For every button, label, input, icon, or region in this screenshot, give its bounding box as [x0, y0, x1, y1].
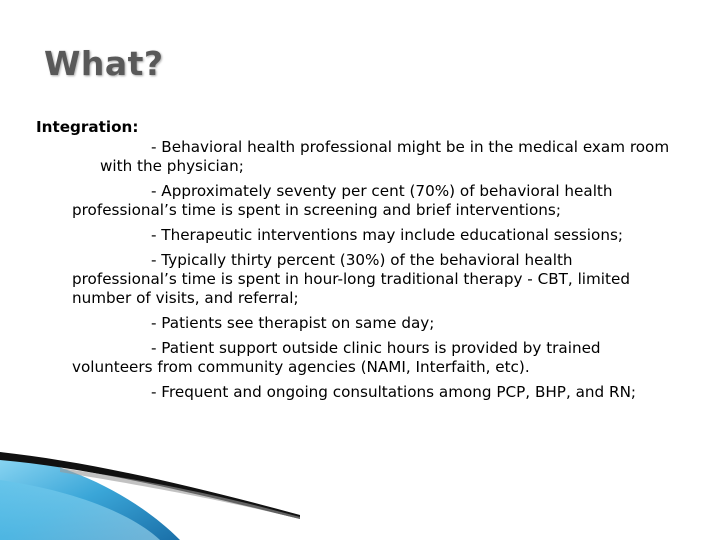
list-item: - Typically thirty percent (30%) of the behavioral health professional’s time is spent in hour-long traditional therapy - CBT, limited number of visits, and referral;: [72, 251, 630, 307]
list-item: - Approximately seventy per cent (70%) of behavioral health professional’s time is spent in screening and brief interventions;: [72, 182, 613, 219]
list-item: - Patient support outside clinic hours is provided by trained volunteers from community agencies (NAMI, Interfaith, etc).: [72, 339, 601, 376]
slide-title: What?: [44, 44, 164, 83]
list-item: - Frequent and ongoing consultations among PCP, BHP, and RN;: [151, 383, 637, 401]
slide-body: [36, 118, 676, 408]
list-item: - Behavioral health professional might be in the medical exam room with the physician;: [100, 138, 670, 175]
list-item: - Patients see therapist on same day;: [151, 314, 435, 332]
list-item: - Therapeutic interventions may include educational sessions;: [151, 226, 623, 244]
section-heading: Integration:: [36, 118, 139, 136]
